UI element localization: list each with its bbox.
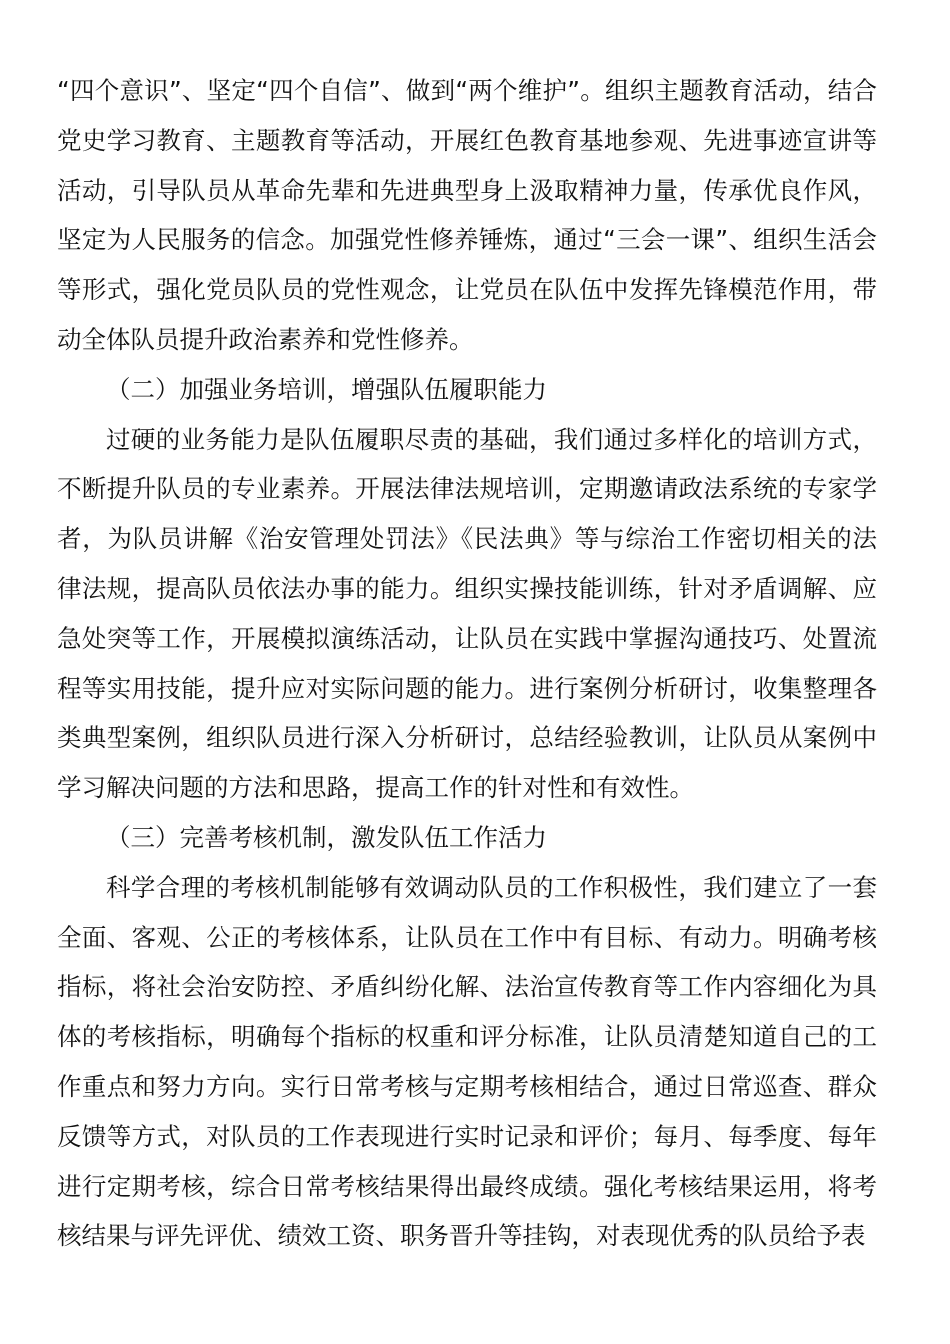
paragraph-party-education: “四个意识”、坚定“四个自信”、做到“两个维护”。组织主题教育活动，结合党史学习教育、主题教育等活动，开展红色教育基地参观、先进事迹宣讲等活动，引导队员从革命先辈和先进典型身上汲取精神力量，传承优良作风，坚定为人民服务的信念。加强党性修养锤炼，通过“三会一课”、组织生活会等形式，强化党员队员的党性观念，让党员在队伍中发挥先锋模范作用，带动全体队员提升政治素养和党性修养。 (57, 76, 877, 354)
section-heading-assessment-mechanism: （三）完善考核机制，激发队伍工作活力 (106, 822, 547, 852)
paragraph-business-training: 过硬的业务能力是队伍履职尽责的基础，我们通过多样化的培训方式，不断提升队员的专业素养。开展法律法规培训，定期邀请政法系统的专家学者，为队员讲解《治安管理处罚法》《民法典》等与综治工作密切相关的法律法规，提高队员依法办事的能力。组织实操技能训练，针对矛盾调解、应急处突等工作，开展模拟演练活动，让队员在实践中掌握沟通技巧、处置流程等实用技能，提升应对实际问题的能力。进行案例分析研讨，收集整理各类典型案例，组织队员进行深入分析研讨，总结经验教训，让队员从案例中学习解决问题的方法和思路，提高工作的针对性和有效性。 (57, 424, 877, 803)
section-heading-business-training: （二）加强业务培训，增强队伍履职能力 (106, 374, 547, 404)
paragraph-assessment-mechanism: 科学合理的考核机制能够有效调动队员的工作积极性，我们建立了一套全面、客观、公正的考核体系，让队员在工作中有目标、有动力。明确考核指标，将社会治安防控、矛盾纠纷化解、法治宣传教育等工作内容细化为具体的考核指标，明确每个指标的权重和评分标准，让队员清楚知道自己的工作重点和努力方向。实行日常考核与定期考核相结合，通过日常巡查、群众反馈等方式，对队员的工作表现进行实时记录和评价；每月、每季度、每年进行定期考核，综合日常考核结果得出最终成绩。强化考核结果运用，将考核结果与评先评优、绩效工资、职务晋升等挂钩，对表现优秀的队员给予表 (57, 872, 877, 1251)
document-page (57, 66, 877, 1261)
